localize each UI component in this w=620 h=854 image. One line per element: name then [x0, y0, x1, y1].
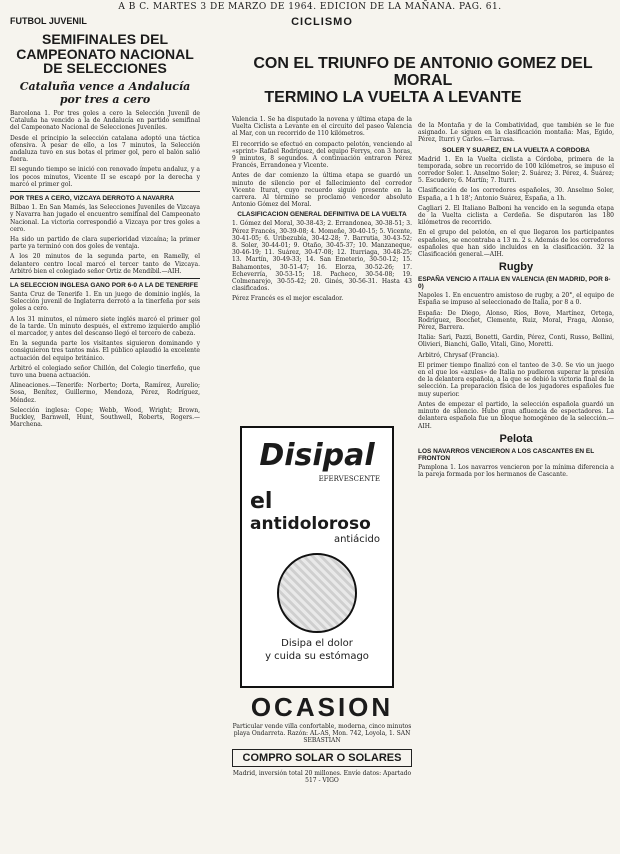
- subheadline: Cataluña vence a Andalucía por tres a cero: [19, 80, 191, 107]
- paragraph: A los 31 minutos, el número siete inglés marcó el primer gol de la tarde. Un minuto después, el extremo izquierdo amplió el marcador, y antes del descanso llegó el tercero de cabeza.: [10, 315, 200, 337]
- section-label: CICLISMO: [291, 16, 353, 28]
- paragraph: Cagliari 2. El Italiano Balboni ha vencido en la segunda etapa de la Vuelta ciclista a Cerdeña. Se disputaron las 180 kilómetros de recorrido.: [418, 204, 614, 227]
- paragraph: Barcelona 1. Por tres goles a cero la Selección Juvenil de Cataluña ha vencido a la de Andalucía en partido semifinal del Campeonato Nacional de Selecciones Juveniles.: [10, 110, 200, 132]
- paragraph: Arbitró el colegiado señor Chillón, del Colegio tinerfeño, que tuvo una buena actuación.: [10, 364, 200, 379]
- page-header: A B C. MARTES 3 DE MARZO DE 1964. EDICION DE LA MAÑANA. PAG. 61.: [118, 2, 502, 12]
- headline-line-2: TERMINO LA VUELTA A LEVANTE: [264, 88, 522, 106]
- paragraph: El segundo tiempo se inició con renovado ímpetu andaluz, y a los pocos minutos, Vicente II se escapó por la derecha y marcó el primer gol.: [10, 166, 200, 188]
- ad-article: el: [250, 489, 273, 514]
- paragraph: Antes de empezar el partido, la selección española guardó un minuto de silencio. Hubo gran afluencia de espectadores. La delantera española fue un bloque homogéneo de la selección.—AIH.: [418, 400, 614, 430]
- ad-antidoloroso: antidoloroso: [250, 514, 371, 534]
- tablet-image: [277, 553, 357, 633]
- paragraph: Desde el principio la selección catalana adoptó una táctica ofensiva. A pesar de ello, a los 7 minutos, la Selección andaluza tuvo en sus botas el primer gol, pero el balón salió fuera.: [10, 134, 200, 164]
- cycling-headline: [232, 56, 614, 106]
- paragraph: Italia: Sari, Pazzi, Bonetti, Gardin, Pérez, Conti, Russo, Bellini, Olivieri, Bianchi, Gallo, Vitali, Gino, Moretti.: [418, 334, 614, 349]
- subheading: LOS NAVARROS VENCIERON A LOS CASCANTES EN EL FRONTON: [418, 447, 595, 462]
- paragraph: Alineaciones.—Tenerife: Norberto; Dorta, Ramírez, Aurelio; Sosa, Benítez, Guillermo, Mendoza, Pérez, Rodríguez, Méndez.: [10, 382, 200, 404]
- subheading: POR TRES A CERO, VIZCAYA DERROTO A NAVARRA: [10, 195, 175, 203]
- ocasion-title: OCASION: [250, 692, 394, 722]
- paragraph: Antes de dar comienzo la última etapa se guardó un minuto de silencio por el fallecimiento del corredor Vicente Iturat, cuyo recuerdo siguió presente en la carrera. Al término se proclamó vencedor absoluto Antonio Gómez del Moral.: [232, 172, 412, 209]
- ad-slogan-2: y cuida su estómago: [265, 651, 369, 662]
- classifieds: [232, 692, 412, 787]
- paragraph: Pamplona 1. Los navarros vencieron por la mínima diferencia a la pareja formada por los hermanos de Cascante.: [418, 463, 614, 478]
- paragraph: Selección inglesa: Cope; Webb, Wood, Wright; Brown, Buckley, Barnwell, Hunt, Southwell, Roberts, Rogers.—Marchena.: [10, 406, 200, 429]
- paragraph: Bilbao 1. En San Mamés, las Selecciones Juveniles de Vizcaya y Navarra han jugado el encuentro semifinal del Campeonato Nacional. La victoria correspondió a Vizcaya por tres goles a cero.: [10, 204, 200, 233]
- right-column: [418, 122, 614, 846]
- pelota-section: Pelota: [499, 432, 533, 445]
- paragraph: Madrid 1. En la Vuelta ciclista a Córdoba, primera de la temporada, sobre un recorrido de 100 kilómetros, se impuso el corredor Soler. 1. Anselmo Soler; 2. Suárez; 3. Pérez, 4. Suárez; 5. Escudero; 6. Martín; 7. Iturri.: [418, 155, 614, 185]
- paragraph: En la segunda parte los visitantes siguieron dominando y consiguieron tres tantos más. El público aplaudió la excelente actuación del equipo británico.: [10, 340, 200, 362]
- middle-column: [232, 16, 412, 30]
- paragraph: Napoles 1. En encuentro amistoso de rugby, a 20°, el equipo de España se impuso al seleccionado de Italia, por 8 a 0.: [418, 292, 614, 307]
- paragraph: El primer tiempo finalizó con el tanteo de 3-0. Se vio un juego en el que los «azules» de Italia no pudieron superar la presión de la delantera española, a la que se debió la victoria final de la selección. La preparación física de los jugadores españoles fue muy superior.: [418, 361, 614, 398]
- headline: SEMIFINALES DEL CAMPEONATO NACIONAL DE SELECCIONES: [16, 31, 194, 77]
- headline-line-1: CON EL TRIUNFO DE ANTONIO GOMEZ DEL MORAL: [253, 55, 593, 89]
- middle-body: [232, 116, 412, 422]
- compro-title: COMPRO SOLAR O SOLARES: [232, 749, 412, 767]
- ad-brand: Disipal: [259, 438, 375, 473]
- ad-effervescent: EFERVESCENTE: [318, 475, 380, 483]
- paragraph: En el grupo del pelotón, en el que llegaron los participantes españoles, se encontraba a 13 m. 2 s. Además de los corredores españoles que han sido incluidos en la clasificación. 32 la Clasificación general.—AIH.: [418, 229, 614, 259]
- section-label: FUTBOL JUVENIL: [10, 16, 87, 26]
- paragraph: Valencia 1. Se ha disputado la novena y última etapa de la Vuelta Ciclista a Levante en el circuito del paseo Valencia al Mar, con un recorrido de 110 kilómetros.: [232, 116, 412, 138]
- paragraph: Arbitró, Chrysaf (Francia).: [418, 351, 500, 359]
- paragraph: A los 20 minutos de la segunda parte, en Ramelly, el delantero centro local marcó el tercer tanto de Vizcaya. Arbitró bien el colegiado señor Ortiz de Mendíbil.—AIH.: [10, 253, 200, 275]
- rugby-section: Rugby: [498, 261, 534, 274]
- paragraph: El recorrido se efectuó en compacto pelotón, venciendo al «sprint» Rafael Rodríguez, del equipo Ferrys, con 3 horas, 9 minutos, 8 segundos. A continuación entraron Pérez Francés, Errandonea y Vicente.: [232, 140, 412, 170]
- subheading: SOLER Y SUAREZ, EN LA VUELTA A CORDOBA: [442, 146, 590, 154]
- paragraph: España: De Diego, Alonso, Ríos, Bove, Martínez, Ortega, Rodríguez, Bocchet, Clemente, Ruiz, Moral, Fraga, Alonso, Pérez, Barrera.: [418, 309, 614, 332]
- paragraph: Pérez Francés es el mejor escalador.: [232, 295, 344, 303]
- subheading: CLASIFICACION GENERAL DEFINITIVA DE LA VUELTA: [237, 211, 407, 219]
- disipal-advertisement: [240, 426, 394, 688]
- paragraph: Ha sido un partido de clara superioridad vizcaína; la primer parte ya terminó con dos goles de ventaja.: [10, 235, 200, 251]
- compro-text: Madrid, inversión total 20 millones. Envíe datos: Apartado 517 - VIGO: [232, 769, 412, 784]
- paragraph: Santa Cruz de Tenerife 1. En un juego de dominio inglés, la Selección juvenil de Inglaterra derrotó a la tinerfeña por seis goles a cero.: [10, 290, 200, 313]
- ad-antiacido: antiácido: [333, 534, 380, 545]
- ocasion-text: Particular vende villa confortable, moderna, cinco minutos playa Ondarreta. Razón: AL-AS, Mon. 742, Loyola, 1. SAN SEBASTIAN: [232, 723, 412, 745]
- paragraph: Clasificación de los corredores españoles, 30. Anselmo Soler, España, a 1 h 18'; Antonio Suárez, España, a 1h.: [418, 187, 614, 202]
- subheading: ESPAÑA VENCIO A ITALIA EN VALENCIA (EN MADRID, POR 8-0): [418, 276, 611, 291]
- subheading: LA SELECCION INGLESA GANO POR 6-0 A LA DE TENERIFE: [10, 281, 199, 289]
- paragraph: de la Montaña y de la Combatividad, que también se le fue asignado. Le siguen en la clasificación montaña: Mas, Egido, Pérez, Iturri y Carlos.—Tarrasa.: [418, 122, 614, 144]
- left-column: [10, 16, 200, 850]
- paragraph: 1. Gómez del Moral, 30-38-43; 2. Errandonea, 30-38-51; 3. Pérez Francés, 30-39-08; 4. Momeñe, 30-40-15; 5. Vicente, 30-41-05; 6. Uribezubía, 30-42-28; 7. Barrutia, 30-43-52; 8. Soler, 30-44-01; 9. Otaño, 30-45-37; 10. Manzaneque, 30-46-19; 11. Suárez, 30-47-08; 12. Iturriaga, 30-48-25; 13. Martín, 30-49-33; 14. San Emeterio, 30-50-12; 15. Bahamontes, 30-51-47; 16. Elorza, 30-52-26; 17. Echeverría, 30-53-15; 18. Pacheco, 30-54-08; 19. Colmenarejo, 30-55-42; 20. Ginés, 30-56-31. Hasta 43 clasificados.: [232, 220, 412, 293]
- ad-slogan-1: Disipa el dolor: [281, 638, 353, 649]
